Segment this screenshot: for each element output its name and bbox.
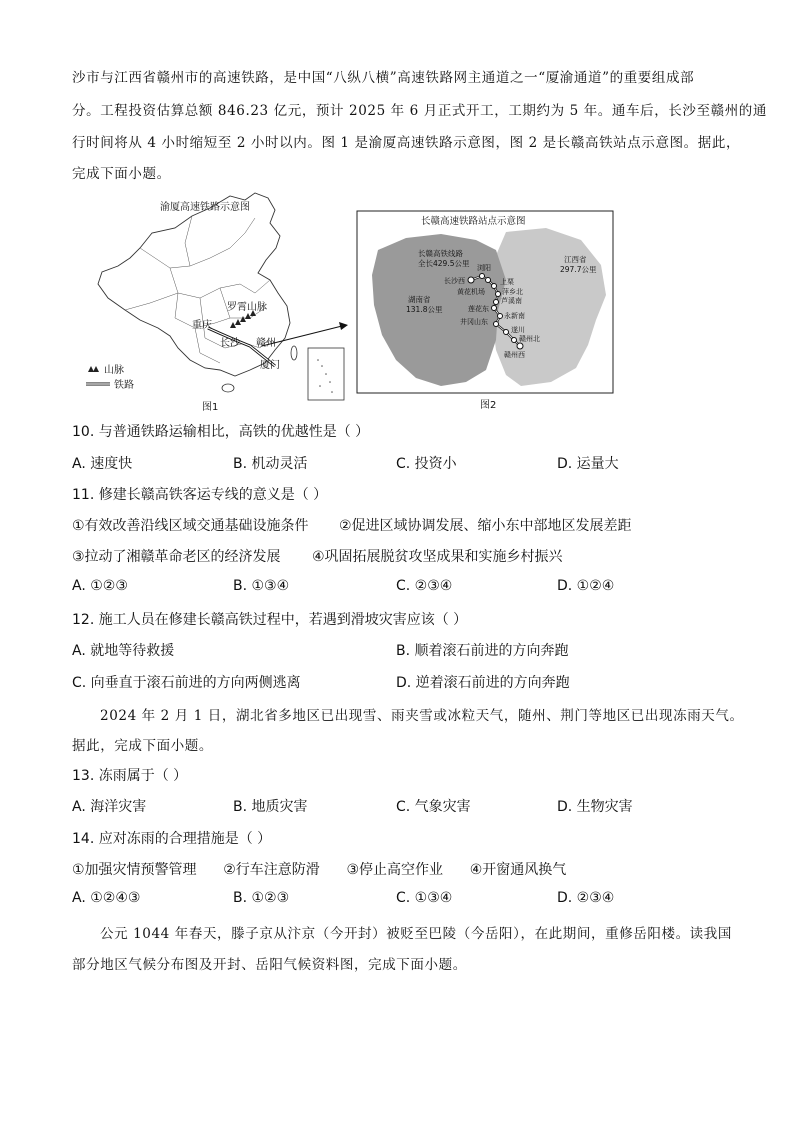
q12-stem: 12. 施工人员在修建长赣高铁过程中，若遇到滑坡灾害应该（ ） [72, 612, 468, 628]
total-label-line-2: 全长429.5公里 [418, 259, 470, 268]
q10-stem: 10. 与普通铁路运输相比，高铁的优越性是（ ） [72, 424, 370, 440]
station-label-ganzhoubei: 赣州北 [519, 335, 540, 343]
taiwan-island [291, 346, 297, 360]
q11-option-b[interactable]: B. ①③④ [233, 578, 290, 594]
station-ganzhoubei [512, 338, 517, 343]
q10-option-a[interactable]: A. 速度快 [72, 456, 133, 472]
station-label-jinggangshandong: 井冈山东 [460, 318, 488, 326]
passage-3-line-1: 公元 1044 年春天，滕子京从汴京（今开封）被贬至巴陵（今岳阳），在此期间，重修岳阳楼。读我国 [100, 926, 732, 942]
intro-line-1: 沙市与江西省赣州市的高速铁路，是中国“八纵八横”高速铁路网主通道之一“厦渝通道”的重要组成部 [72, 70, 695, 86]
q11-option-d[interactable]: D. ①②④ [557, 578, 615, 594]
q10-option-d[interactable]: D. 运量大 [557, 456, 619, 472]
q14-option-a[interactable]: A. ①②④③ [72, 890, 141, 906]
legend-mountain-label: 山脉 [104, 365, 124, 376]
station-label-ganzhouxi: 赣州西 [504, 351, 525, 359]
station-yongxinnan [498, 314, 503, 319]
station-shangli [492, 284, 497, 289]
legend-railway-label: 铁路 [114, 380, 134, 391]
hunan-label-line-2: 131.8公里 [406, 305, 443, 314]
station-jinggangshandong [494, 322, 499, 327]
station-label-lianhuadong: 莲花东 [468, 305, 489, 313]
q10-option-c[interactable]: C. 投资小 [396, 456, 457, 472]
q11-option-c[interactable]: C. ②③④ [396, 578, 453, 594]
station-changshaxi [468, 277, 474, 283]
station-ganzhouxi [517, 343, 523, 349]
station-label-changshaxi: 长沙西 [444, 277, 465, 285]
label-ganzhou: 赣州 [256, 338, 276, 349]
intro-line-4: 完成下面小题。 [72, 166, 171, 182]
station-label-suichuan: 遂川 [511, 326, 525, 334]
station-label-pingxiangbei: 萍乡北 [502, 288, 523, 296]
station-label-shangli: 上栗 [500, 278, 514, 286]
q13-option-c[interactable]: C. 气象灾害 [396, 799, 471, 815]
pointer-arrowhead [339, 322, 348, 330]
label-luoxiao: 罗霄山脉 [227, 302, 267, 313]
station-label-yongxinnan: 永新南 [504, 312, 525, 320]
intro-line-2: 分。工程投资估算总额 846.23 亿元，预计 2025 年 6 月正式开工，工期约为 5 年。通车后，长沙至赣州的通 [72, 103, 767, 119]
q11-option-a[interactable]: A. ①②③ [72, 578, 128, 594]
station-label-luxinan: 芦溪南 [501, 297, 522, 305]
total-label-line-1: 长赣高铁线路 [418, 249, 463, 258]
figure-1-caption: 图1 [202, 402, 219, 413]
station-liuyang [480, 274, 485, 279]
q12-option-c[interactable]: C. 向垂直于滚石前进的方向两侧逃离 [72, 675, 301, 691]
q12-option-a[interactable]: A. 就地等待救援 [72, 643, 175, 659]
legend [86, 363, 134, 391]
q12-option-d[interactable]: D. 逆着滚石前进的方向奔跑 [396, 675, 570, 691]
figure-2-title: 长赣高速铁路站点示意图 [421, 216, 526, 227]
station-luxinan [494, 300, 499, 305]
figure-1-china-map [80, 188, 348, 416]
figure-2-caption: 图2 [480, 400, 497, 411]
jiangxi-label-line-2: 297.7公里 [560, 265, 597, 274]
figure-1-title: 渝厦高速铁路示意图 [160, 202, 250, 213]
passage-2-line-2: 据此，完成下面小题。 [72, 738, 213, 754]
figure-2-station-map [356, 210, 614, 412]
q14-stem: 14. 应对冻雨的合理措施是（ ） [72, 831, 272, 847]
hunan-label-line-1: 湖南省 [408, 295, 431, 304]
q11-stem: 11. 修建长赣高铁客运专线的意义是（ ） [72, 487, 328, 503]
q13-option-a[interactable]: A. 海洋灾害 [72, 799, 147, 815]
passage-2-line-1: 2024 年 2 月 1 日，湖北省多地区已出现雪、雨夹雪或冰粒天气，随州、荆门等地区已出现冻雨天气。 [100, 708, 744, 724]
q10-option-b[interactable]: B. 机动灵活 [233, 456, 308, 472]
q11-statement-3: ③拉动了湘赣革命老区的经济发展 [72, 549, 281, 565]
q11-statement-2: ②促进区域协调发展、缩小东中部地区发展差距 [339, 518, 632, 534]
legend-mountain-icon [88, 366, 94, 372]
province-lines [125, 216, 270, 363]
passage-3-line-2: 部分地区气候分布图及开封、岳阳气候资料图，完成下面小题。 [72, 957, 467, 973]
station-label-huanghua: 黄花机场 [457, 288, 485, 296]
station-suichuan [504, 330, 509, 335]
intro-line-3: 行时间将从 4 小时缩短至 2 小时以内。图 1 是渝厦高速铁路示意图，图 2 是长赣高铁站点示意图。据此， [72, 135, 741, 151]
q13-option-d[interactable]: D. 生物灾害 [557, 799, 633, 815]
jiangxi-label-line-1: 江西省 [564, 255, 587, 264]
station-label-liuyang: 浏阳 [477, 264, 491, 272]
q13-stem: 13. 冻雨属于（ ） [72, 768, 188, 784]
hainan-island [222, 384, 234, 392]
q14-option-b[interactable]: B. ①②③ [233, 890, 290, 906]
station-pingxiangbei [496, 292, 501, 297]
label-xiamen: 厦门 [260, 360, 280, 371]
station-huanghua [486, 278, 491, 283]
label-changsha: 长沙 [220, 338, 240, 349]
q12-option-b[interactable]: B. 顺着滚石前进的方向奔跑 [396, 643, 569, 659]
q13-option-b[interactable]: B. 地质灾害 [233, 799, 308, 815]
station-lianhuadong [492, 306, 497, 311]
q11-statement-1: ①有效改善沿线区域交通基础设施条件 [72, 518, 309, 534]
q14-statements: ①加强灾情预警管理 ②行车注意防滑 ③停止高空作业 ④开窗通风换气 [72, 862, 567, 878]
q11-statement-4: ④巩固拓展脱贫攻坚成果和实施乡村振兴 [312, 549, 563, 565]
q14-option-c[interactable]: C. ①③④ [396, 890, 453, 906]
label-chongqing: 重庆 [192, 320, 212, 331]
q14-option-d[interactable]: D. ②③④ [557, 890, 615, 906]
